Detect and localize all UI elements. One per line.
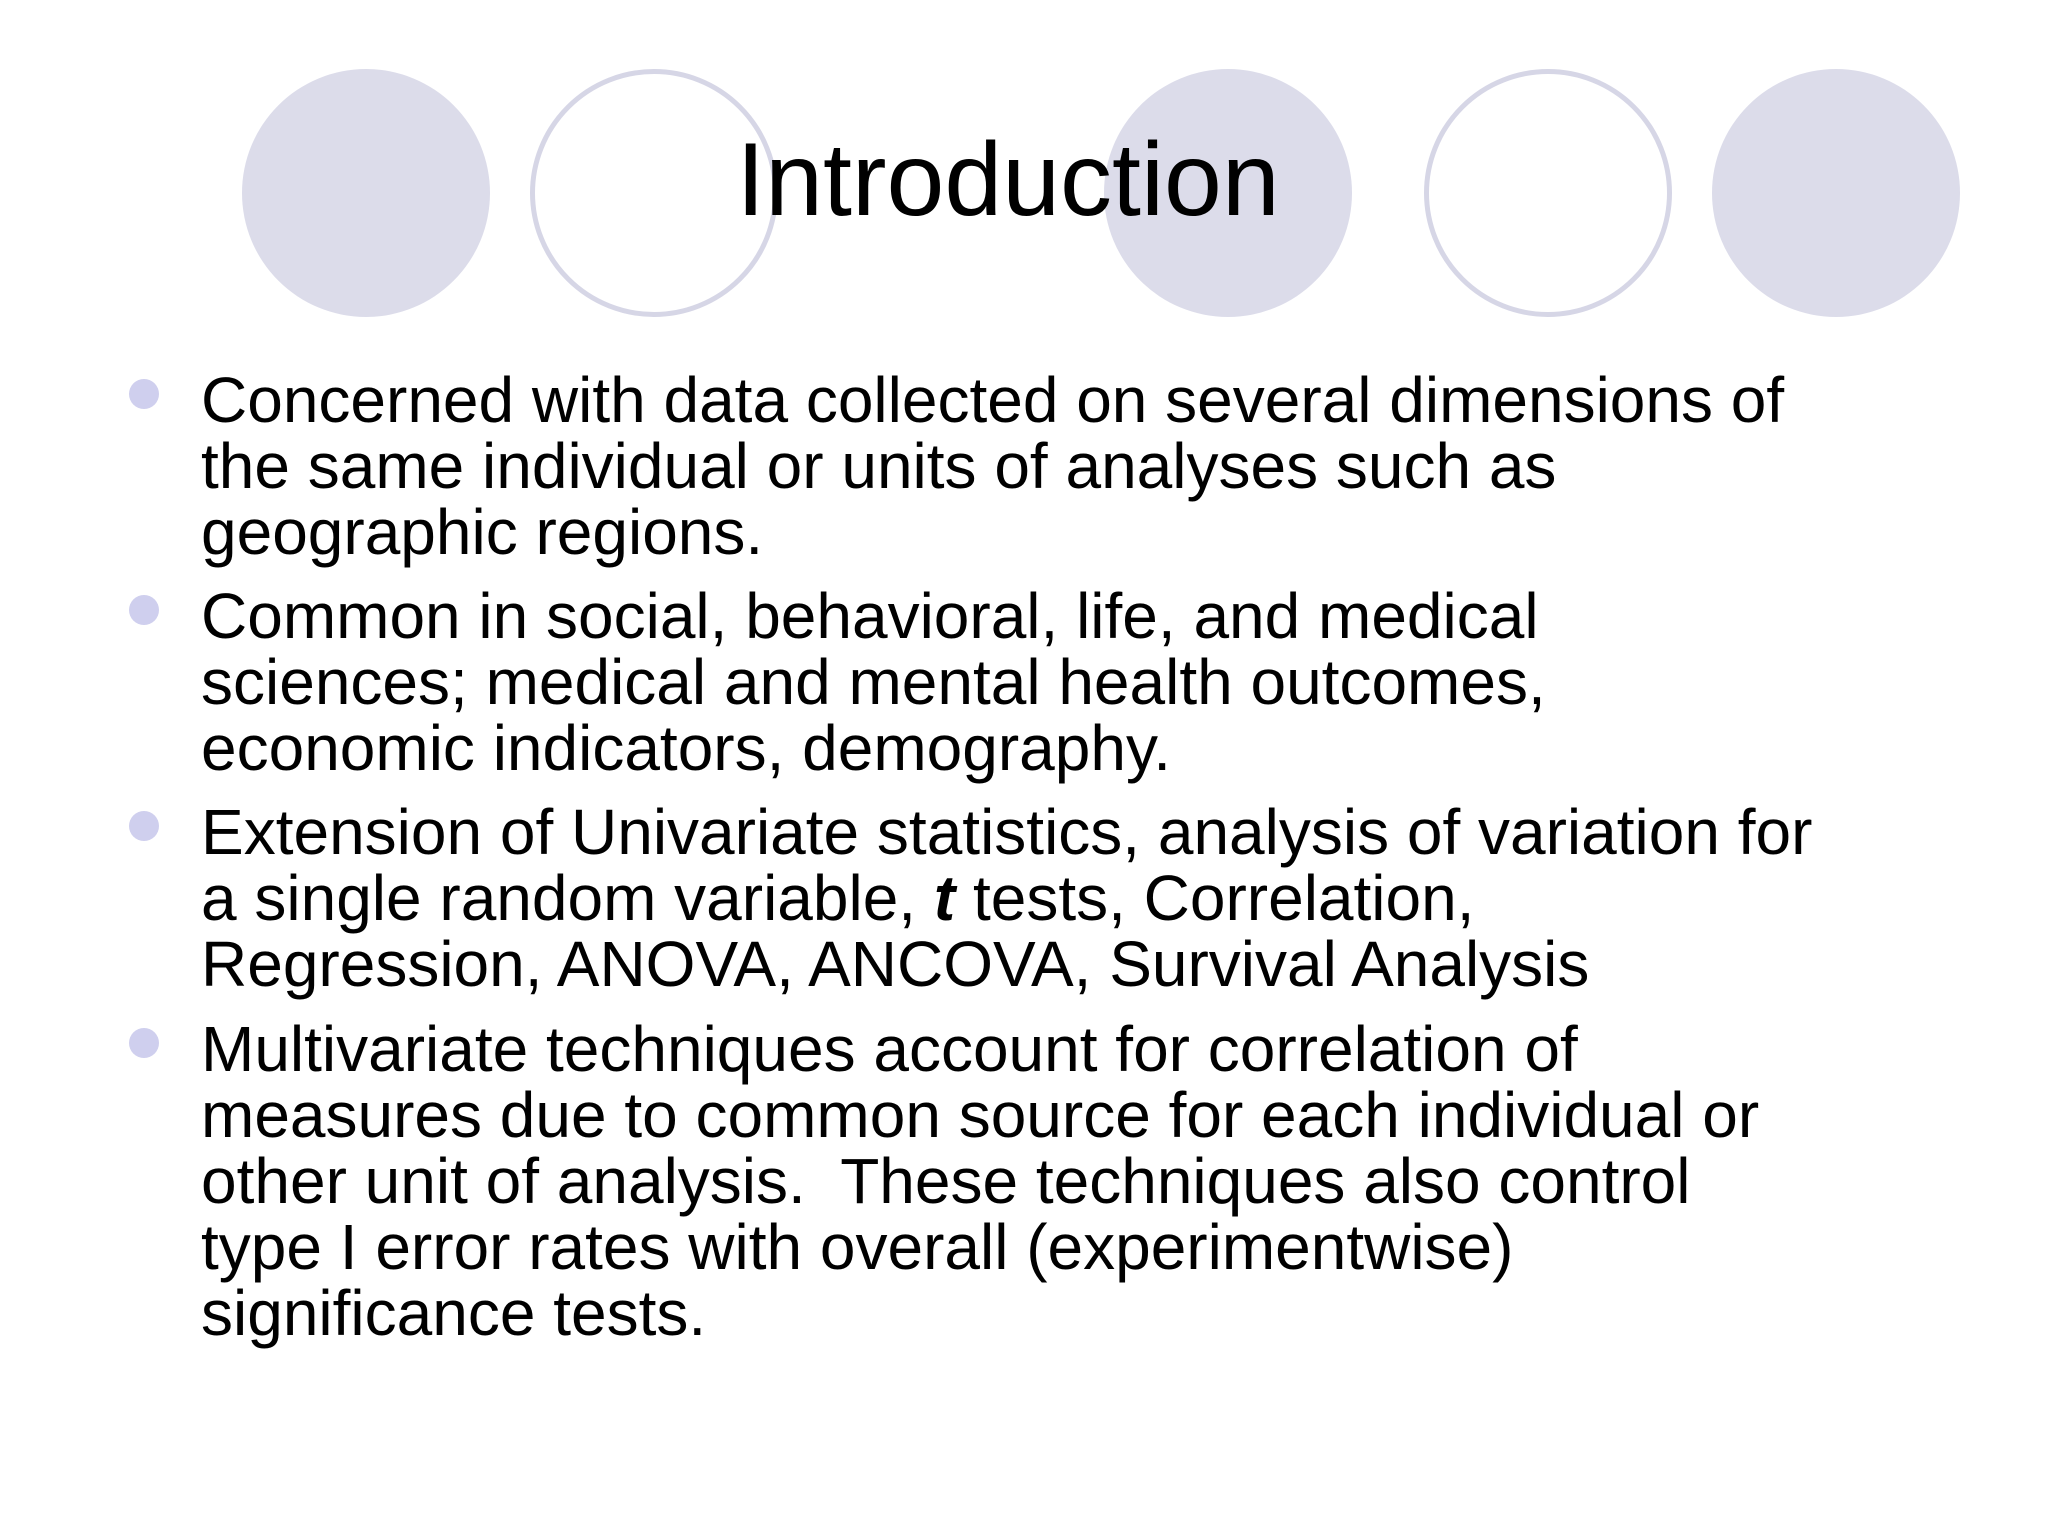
bullet-4-line-1: Multivariate techniques account for correlation of (201, 1013, 1578, 1085)
bullet-1-line-2: the same individual or units of analyses such as (201, 430, 1557, 502)
bullet-4-line-4: type I error rates with overall (experimentwise) (201, 1211, 1514, 1283)
bullet-dot-icon (129, 811, 159, 841)
bullet-2-line-1: Common in social, behavioral, life, and medical (201, 580, 1539, 652)
bullet-4-line-2: measures due to common source for each individual or (201, 1079, 1760, 1151)
bullet-3-line-3: Regression, ANOVA, ANCOVA, Survival Analysis (201, 928, 1590, 1000)
t-variable-emphasis: t (933, 862, 956, 934)
bullet-text-2 (201, 580, 1991, 784)
bullet-2-line-3: economic indicators, demography. (201, 712, 1171, 784)
bullet-dot-icon (129, 379, 159, 409)
bullet-3-line-2 (201, 862, 1991, 934)
slide-title: Introduction (736, 122, 1280, 238)
bullet-3-line-2-start: a single random variable, (201, 862, 934, 934)
bullet-1-line-1: Concerned with data collected on several dimensions of (201, 364, 1785, 436)
bullet-1-line-3: geographic regions. (201, 496, 764, 568)
bullet-text-4 (201, 1013, 1991, 1349)
bullet-dot-icon (129, 595, 159, 625)
bullet-dot-icon (129, 1028, 159, 1058)
bullet-text-1 (201, 364, 1991, 568)
bullet-2-line-2: sciences; medical and mental health outcomes, (201, 646, 1546, 718)
bullet-3-line-2-end: tests, Correlation, (955, 862, 1475, 934)
bullet-4-line-3: other unit of analysis. These techniques also control (201, 1145, 1691, 1217)
bullet-3-line-1: Extension of Univariate statistics, analysis of variation for (201, 796, 1813, 868)
bullet-text-3 (201, 796, 1991, 1000)
bullet-4-line-5: significance tests. (201, 1277, 707, 1349)
